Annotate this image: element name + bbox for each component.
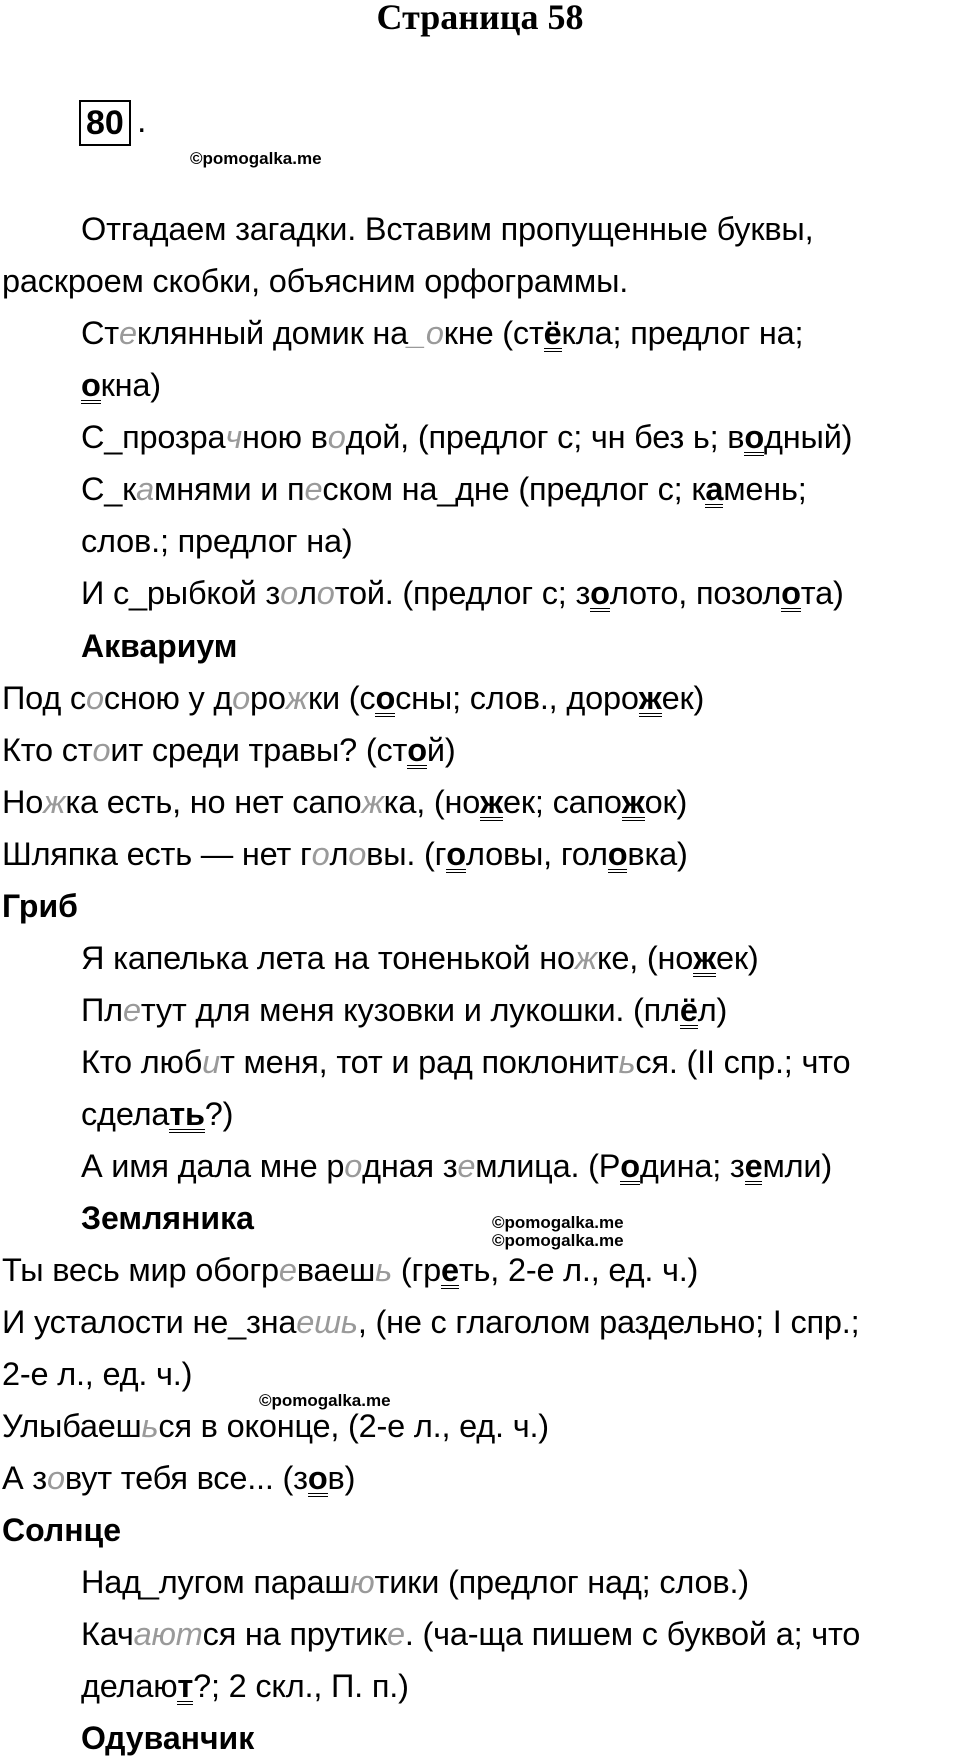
text-segment: ся на прутик	[202, 1616, 387, 1652]
text-line	[81, 573, 844, 613]
inserted-letter: о	[316, 575, 335, 611]
check-letter: ж	[621, 784, 645, 820]
text-segment: дина; з	[639, 1148, 745, 1184]
check-letter: о	[446, 836, 466, 872]
text-segment: ною в	[242, 419, 328, 455]
text-segment: ки (с	[307, 680, 376, 716]
text-line	[81, 938, 759, 978]
text-segment: сною у д	[103, 680, 233, 716]
text-segment: С_прозра	[81, 419, 226, 455]
text-line	[2, 1354, 192, 1394]
check-letter: о	[407, 732, 427, 768]
inserted-letter: о	[232, 680, 251, 716]
text-segment: клянный домик на	[136, 315, 409, 351]
text-segment: ваеш	[296, 1252, 376, 1288]
page-title: Страница 58	[376, 0, 584, 37]
text-segment: дная з	[362, 1148, 458, 1184]
text-line	[2, 261, 628, 301]
text-segment: ся. (II спр.; что	[635, 1044, 851, 1080]
text-segment: мень;	[723, 471, 807, 507]
text-line	[2, 678, 704, 718]
inserted-letter: ю	[350, 1564, 375, 1600]
inserted-letter: а	[133, 1616, 152, 1652]
text-segment: лото, позол	[609, 575, 782, 611]
inserted-letter: о	[311, 836, 330, 872]
text-segment: л	[329, 836, 349, 872]
text-line	[81, 1614, 860, 1654]
text-segment: мли)	[762, 1148, 832, 1184]
text-segment: ка есть, но нет сапо	[65, 784, 362, 820]
check-letter: е	[744, 1148, 763, 1184]
text-segment: ском на_дне (предлог с; к	[322, 471, 706, 507]
check-letter: ж	[480, 784, 504, 820]
text-line	[81, 1094, 233, 1134]
text-segment: тики (предлог над; слов.)	[374, 1564, 749, 1600]
inserted-letter: ж	[574, 940, 598, 976]
text-segment: ек)	[716, 940, 759, 976]
check-letter: о	[590, 575, 610, 611]
check-letter: е	[441, 1252, 459, 1288]
text-line	[81, 313, 803, 353]
text-segment: кне (ст	[443, 315, 544, 351]
text-segment: дный)	[764, 419, 853, 455]
text-line	[81, 417, 852, 457]
watermark: ©pomogalka.me	[190, 149, 322, 168]
text-segment: Кач	[81, 1616, 134, 1652]
text-segment: Я капелька лета на тоненькой но	[81, 940, 575, 976]
exercise-number-dot: .	[137, 102, 147, 140]
text-segment: слов.; предлог на)	[81, 523, 353, 559]
riddle-answer-heading	[2, 1510, 121, 1550]
text-segment: Солнце	[2, 1512, 121, 1548]
check-letter: о	[620, 1148, 640, 1184]
text-segment: ит среди травы? (ст	[110, 732, 408, 768]
text-segment: ро	[250, 680, 286, 716]
inserted-letter: о	[348, 836, 367, 872]
text-segment: раскроем скобки, объясним орфограммы.	[2, 263, 629, 299]
inserted-letter: о	[47, 1460, 65, 1496]
check-letter: ж	[693, 940, 717, 976]
inserted-letter: е	[278, 1252, 297, 1288]
inserted-letter: ж	[361, 784, 384, 820]
text-segment: та)	[800, 575, 844, 611]
inserted-letter: ешь	[296, 1304, 358, 1340]
text-segment: л	[297, 575, 317, 611]
text-segment: ек; сапо	[503, 784, 622, 820]
inserted-letter: т	[175, 1616, 203, 1652]
text-segment: ка, (но	[383, 784, 481, 820]
check-letter: ё	[543, 315, 562, 351]
text-segment: той. (предлог с; з	[334, 575, 591, 611]
text-segment: сдела	[81, 1096, 170, 1132]
text-segment: ся в оконце, (2-е л., ед. ч.)	[158, 1408, 549, 1444]
inserted-letter: ь	[141, 1408, 159, 1444]
text-line	[2, 1302, 859, 1342]
text-segment: делаю	[81, 1668, 178, 1704]
text-segment: Кто люб	[81, 1044, 203, 1080]
check-letter: о	[375, 680, 396, 716]
text-segment: дой, (предлог с; чн без ь; в	[345, 419, 745, 455]
check-letter: т	[177, 1668, 194, 1704]
inserted-letter: ю	[151, 1616, 176, 1652]
text-segment: мнями и п	[154, 471, 305, 507]
text-segment: Аквариум	[81, 628, 238, 664]
text-segment: Улыбаеш	[2, 1408, 142, 1444]
inserted-letter: о	[280, 575, 298, 611]
inserted-letter: ж	[43, 784, 66, 820]
watermark: ©pomogalka.me	[259, 1391, 391, 1410]
text-segment: Ты весь мир обогр	[2, 1252, 279, 1288]
text-segment: И с_рыбкой з	[81, 575, 281, 611]
text-segment: кла; предлог на;	[561, 315, 804, 351]
text-segment: И усталости не_зна	[2, 1304, 297, 1340]
inserted-letter: ж	[285, 680, 308, 716]
text-segment: ть, 2-е л., ед. ч.)	[458, 1252, 699, 1288]
inserted-letter: ч	[225, 419, 243, 455]
text-segment: Кто ст	[2, 732, 93, 768]
text-segment: кна)	[100, 367, 161, 403]
inserted-letter: о	[344, 1148, 363, 1184]
text-line	[81, 365, 161, 405]
text-line	[2, 730, 455, 770]
riddle-answer-heading	[2, 886, 78, 926]
text-segment: л)	[697, 992, 728, 1028]
inserted-letter: ь	[375, 1252, 393, 1288]
riddle-answer-heading	[81, 1718, 254, 1758]
text-segment: вы. (г	[366, 836, 447, 872]
watermark: ©pomogalka.me	[492, 1231, 624, 1250]
exercise-number: 80	[79, 100, 131, 146]
text-segment: Одуванчик	[81, 1720, 255, 1756]
inserted-letter: е	[457, 1148, 476, 1184]
text-segment: ке, (но	[597, 940, 694, 976]
text-line	[2, 1250, 698, 1290]
text-segment: ек)	[661, 680, 705, 716]
text-line	[81, 1562, 749, 1602]
inserted-letter: и	[202, 1044, 220, 1080]
inserted-letter: о	[92, 732, 111, 768]
check-letter: ё	[679, 992, 698, 1028]
inserted-letter: о	[85, 680, 104, 716]
text-segment: тут для меня кузовки и лукошки. (пл	[140, 992, 680, 1028]
text-segment: ?; 2 скл., П. п.)	[193, 1668, 409, 1704]
text-line	[81, 990, 727, 1030]
text-segment: Земляника	[81, 1200, 254, 1236]
riddle-answer-heading	[81, 626, 237, 666]
text-line	[81, 1666, 409, 1706]
text-segment: Над_лугом параш	[81, 1564, 351, 1600]
check-letter: ть	[169, 1096, 205, 1132]
watermark: ©pomogalka.me	[492, 1213, 624, 1232]
text-segment: Пл	[81, 992, 123, 1028]
text-line	[2, 834, 688, 874]
text-line	[81, 521, 353, 561]
text-line	[2, 1458, 355, 1498]
inserted-letter: _	[408, 315, 426, 351]
text-segment: Отгадаем загадки. Вставим пропущенные буквы,	[81, 211, 814, 247]
text-segment: А имя дала мне р	[81, 1148, 345, 1184]
check-letter: о	[781, 575, 801, 611]
inserted-letter: е	[122, 992, 141, 1028]
inserted-letter: е	[118, 315, 137, 351]
text-segment: , (не с глаголом раздельно; I спр.;	[357, 1304, 860, 1340]
text-segment: ок)	[644, 784, 688, 820]
text-segment: . (ча-ща пишем с буквой а; что	[404, 1616, 861, 1652]
text-segment: 2-е л., ед. ч.)	[2, 1356, 193, 1392]
text-segment: С_к	[81, 471, 137, 507]
text-segment: ловы, гол	[465, 836, 608, 872]
text-segment: Под с	[2, 680, 86, 716]
riddle-answer-heading	[81, 1198, 254, 1238]
text-segment: т меня, тот и рад поклонит	[220, 1044, 619, 1080]
text-line	[81, 1042, 850, 1082]
inserted-letter: о	[425, 315, 444, 351]
check-letter: о	[607, 836, 628, 872]
text-segment: сны; слов., доро	[395, 680, 639, 716]
text-line	[81, 1146, 832, 1186]
text-line	[81, 469, 807, 509]
text-line	[2, 782, 687, 822]
text-segment: млица. (Р	[475, 1148, 621, 1184]
check-letter: о	[81, 367, 101, 403]
text-segment: ?)	[204, 1096, 234, 1132]
check-letter: о	[744, 419, 765, 455]
text-line	[2, 1406, 549, 1446]
text-segment: Но	[2, 784, 44, 820]
text-segment: в)	[327, 1460, 356, 1496]
inserted-letter: е	[387, 1616, 405, 1652]
text-segment: Ст	[81, 315, 119, 351]
text-segment: вут тебя все... (з	[64, 1460, 308, 1496]
text-segment: вка)	[627, 836, 688, 872]
inserted-letter: е	[304, 471, 323, 507]
check-letter: а	[705, 471, 724, 507]
check-letter: о	[307, 1460, 328, 1496]
check-letter: ж	[638, 680, 662, 716]
text-segment: А з	[2, 1460, 48, 1496]
text-segment: й)	[426, 732, 456, 768]
inserted-letter: ь	[618, 1044, 636, 1080]
text-segment: Шляпка есть — нет г	[2, 836, 312, 872]
inserted-letter: о	[327, 419, 346, 455]
text-segment: (гр	[392, 1252, 441, 1288]
text-segment: Гриб	[2, 888, 78, 924]
text-line	[81, 209, 813, 249]
inserted-letter: а	[136, 471, 155, 507]
